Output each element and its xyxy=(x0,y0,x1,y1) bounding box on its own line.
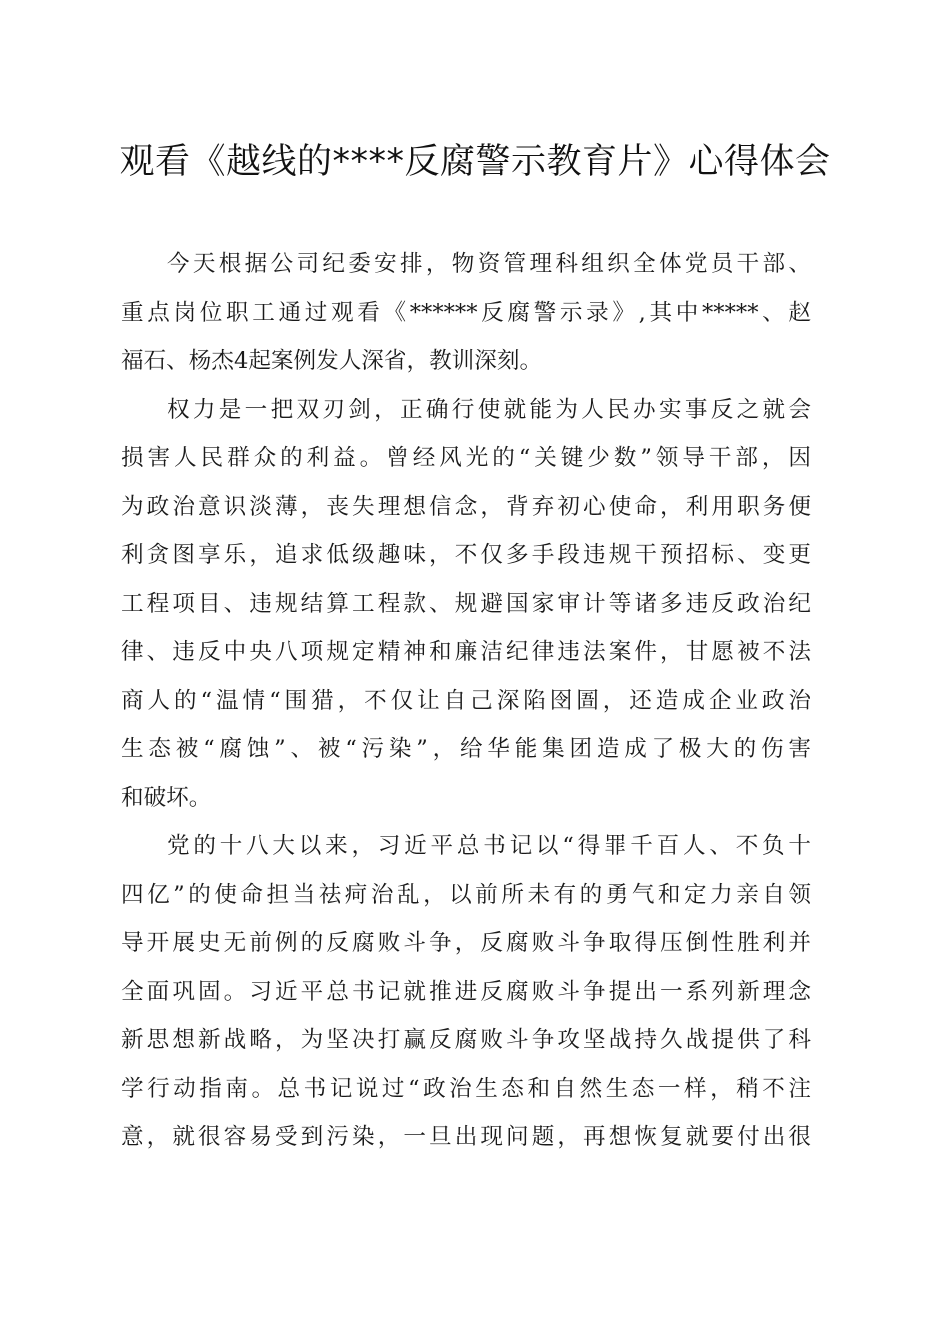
paragraph-2 xyxy=(121,386,811,823)
text-line: 福石、杨杰4起案例发人深省，教训深刻。 xyxy=(121,348,543,374)
text-line: 生态被“腐蚀”、被“污染”，给华能集团造成了极大的伤害 xyxy=(121,736,811,762)
text-line: 商人的“温情“围猎，不仅让自己深陷囹圄，还造成企业政治 xyxy=(121,687,811,714)
text-line: 工程项目、违规结算工程款、规避国家审计等诸多违反政治纪 xyxy=(121,590,811,617)
text-line: 新思想新战略，为坚决打赢反腐败斗争攻坚战持久战提供了科 xyxy=(121,1027,811,1053)
text-line: 和破坏。 xyxy=(121,784,212,811)
text-line: 四亿”的使命担当祛疴治乱，以前所未有的勇气和定力亲自领 xyxy=(121,881,811,908)
text-line: 为政治意识淡薄，丧失理想信念，背弃初心使命，利用职务便 xyxy=(121,493,811,520)
document-body xyxy=(121,240,811,1162)
text-line: 律、违反中央八项规定精神和廉洁纪律违法案件，甘愿被不法 xyxy=(121,639,811,665)
text-line: 权力是一把双刃剑，正确行使就能为人民办实事反之就会 xyxy=(167,396,811,423)
text-line: 损害人民群众的利益。曾经风光的“关键少数”领导干部，因 xyxy=(121,445,811,471)
text-line: 学行动指南。总书记说过“政治生态和自然生态一样，稍不注 xyxy=(121,1075,811,1102)
document-title: 观看《越线的****反腐警示教育片》心得体会 xyxy=(119,142,831,182)
text-line: 导开展史无前例的反腐败斗争，反腐败斗争取得压倒性胜利并 xyxy=(121,930,811,956)
text-line: 今天根据公司纪委安排，物资管理科组织全体党员干部、 xyxy=(167,251,811,277)
text-line: 重点岗位职工通过观看《******反腐警示录》,其中*****、赵 xyxy=(121,299,811,326)
text-line: 党的十八大以来，习近平总书记以“得罪千百人、不负十 xyxy=(167,833,811,859)
text-line: 意，就很容易受到污染，一旦出现问题，再想恢复就要付出很 xyxy=(121,1124,811,1150)
text-line: 全面巩固。习近平总书记就推进反腐败斗争提出一系列新理念 xyxy=(121,978,811,1005)
paragraph-3 xyxy=(121,822,811,1162)
text-line: 利贪图享乐，追求低级趣味，不仅多手段违规干预招标、变更 xyxy=(121,542,811,568)
paragraph-1 xyxy=(121,240,811,386)
